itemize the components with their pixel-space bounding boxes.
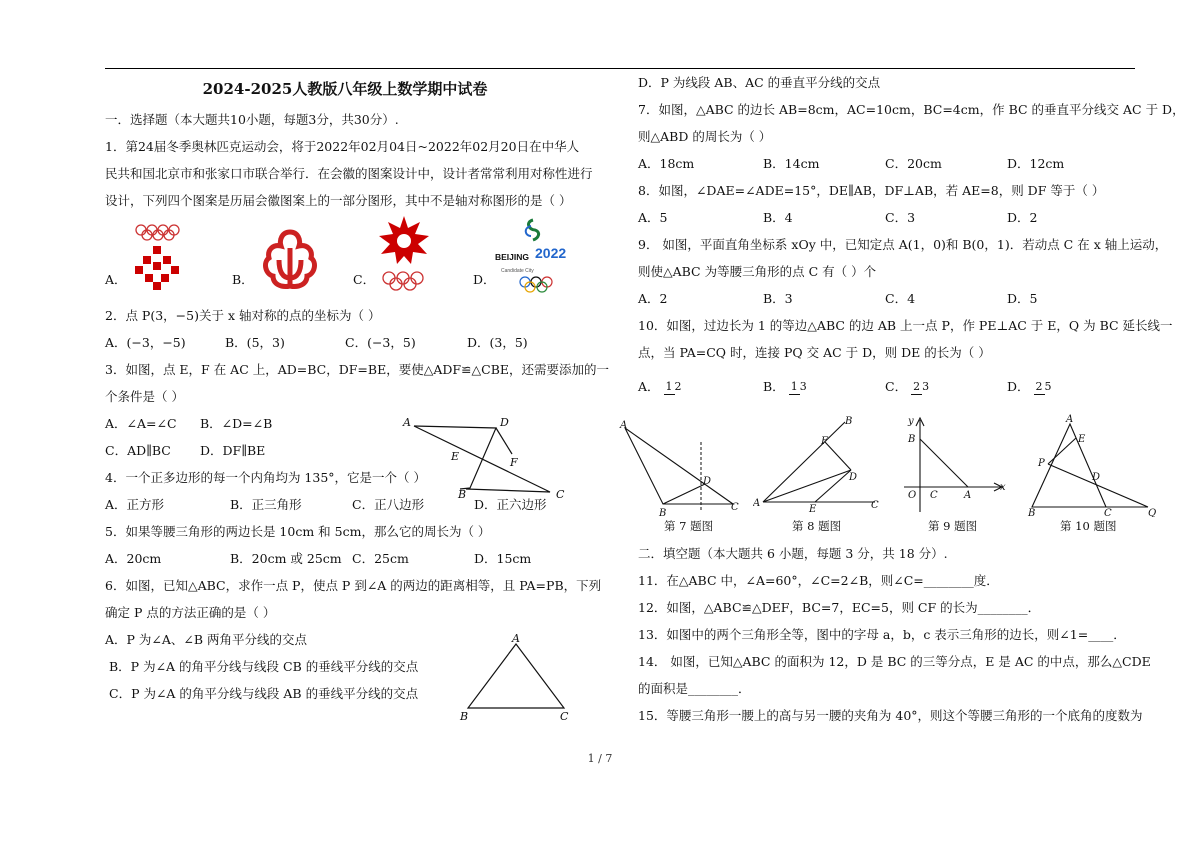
fig9-label-b: B: [908, 434, 916, 445]
q8-options: [638, 204, 1138, 231]
fig7-label-a: A: [620, 420, 628, 431]
fig10-caption: 第 10 题图: [1060, 519, 1117, 533]
fig7-label-c: C: [731, 502, 739, 513]
fig9-label-y: y: [908, 416, 914, 427]
q7-option-d[interactable]: D．12cm: [1007, 156, 1065, 171]
q10-option-c[interactable]: [885, 373, 1007, 400]
q9-option-d[interactable]: D．5: [1007, 291, 1038, 306]
q3-label-f: F: [510, 456, 518, 469]
section-1-heading: 一．选择题（本大题共10小题，每题3分，共30分）.: [105, 112, 399, 127]
q10-b-num: 1: [790, 379, 798, 393]
fig10-label-e: E: [1078, 434, 1086, 445]
q9-option-b[interactable]: B．3: [763, 291, 793, 306]
q10-option-b-label: B．: [763, 378, 785, 394]
q6-label-c: C: [560, 710, 569, 723]
q9-line-1: 9． 如图，平面直角坐标系 xOy 中，已知定点 A(1，0)和 B(0，1)．若动点 C 在 x 轴上运动，: [638, 237, 1168, 252]
q10-line-1: 10．如图，过边长为 1 的等边△ABC 的边 AB 上一点 P，作 PE⊥AC 于 E，Q 为 BC 延长线一: [638, 318, 1173, 333]
q4-option-b[interactable]: B．正三角形: [230, 497, 302, 512]
fig7: [615, 412, 745, 517]
q15: 15．等腰三角形一腰上的高与另一腰的夹角为 40°，则这个等腰三角形的一个底角的度数为: [638, 708, 1143, 723]
q4-option-d[interactable]: D．正六边形: [474, 497, 547, 512]
fig9-label-x: x: [1000, 482, 1006, 493]
q10-options: [638, 366, 1138, 406]
q3-line-2: 个条件是（ ）: [105, 389, 184, 404]
logo-c-snowflake-icon: [373, 214, 435, 294]
q4-stem: 4．一个正多边形的每一个内角均为 135°，它是一个（ ）: [105, 470, 427, 485]
q10-a-num: 1: [665, 379, 673, 393]
q4-option-c[interactable]: C．正八边形: [352, 497, 425, 512]
figures-row: [615, 412, 1155, 540]
logo-d-sub: Candidate City: [501, 268, 534, 274]
fig10-label-a: A: [1066, 414, 1074, 425]
q10-b-den: 3: [799, 379, 807, 393]
q6-label-a: A: [512, 632, 520, 645]
fig9-label-o: O: [908, 490, 917, 501]
q2-option-a[interactable]: A．(−3，−5): [105, 335, 186, 350]
q10-c-num: 2: [913, 379, 921, 393]
q8-option-c[interactable]: C．3: [885, 210, 916, 225]
q5-option-c[interactable]: C．25cm: [352, 551, 409, 566]
q3-option-a[interactable]: A．∠A=∠C: [105, 416, 177, 431]
fig10-label-q: Q: [1148, 508, 1157, 517]
fig9-label-c: C: [930, 490, 938, 501]
q1-option-d[interactable]: D．: [473, 272, 496, 287]
q6-triangle-figure: [456, 632, 576, 726]
fig10-label-c: C: [1104, 508, 1112, 517]
q5-options: [105, 545, 585, 572]
page-number: 1 / 7: [587, 752, 613, 765]
q7-option-b[interactable]: B．14cm: [763, 156, 820, 171]
q8-option-d[interactable]: D．2: [1007, 210, 1038, 225]
q4-option-a[interactable]: A．正方形: [105, 497, 165, 512]
q1-option-c[interactable]: C．: [353, 272, 376, 287]
q3-option-c[interactable]: C．AD∥BC: [105, 443, 171, 458]
fig10-label-d: D: [1092, 472, 1101, 483]
q2-options: [105, 329, 585, 356]
q7-line-2: 则△ABD 的周长为（ ）: [638, 129, 772, 144]
q3-option-d[interactable]: D．DF∥BE: [200, 443, 266, 458]
q1-line-3: 设计，下列四个图案是历届会徽图案上的一部分图形，其中不是轴对称图形的是（ ）: [105, 193, 572, 208]
q6-line-2: 确定 P 点的方法正确的是（ ）: [105, 605, 276, 620]
q2-stem: 2．点 P(3，−5)关于 x 轴对称的点的坐标为（ ）: [105, 308, 381, 323]
q6-label-b: B: [460, 710, 469, 723]
q5-stem: 5．如果等腰三角形的两边长是 10cm 和 5cm，那么它的周长为（ ）: [105, 524, 491, 539]
q10-option-b[interactable]: [763, 373, 885, 400]
q6-line-1: 6．如图，已知△ABC，求作一点 P，使点 P 到∠A 的两边的距离相等，且 PA=PB，下列: [105, 578, 602, 593]
logo-d-year: 2022: [535, 245, 567, 261]
left-column: [105, 70, 610, 707]
q6-option-a[interactable]: A．P 为∠A、∠B 两角平分线的交点: [105, 632, 308, 647]
fig7-label-d: D: [703, 476, 712, 487]
q3-figure: [400, 412, 575, 504]
q3-label-a: A: [403, 416, 411, 429]
q10-option-d[interactable]: [1007, 373, 1052, 400]
q13: 13．如图中的两个三角形全等，图中的字母 a，b，c 表示三角形的边长，则∠1=____．: [638, 627, 1126, 642]
q10-a-den: 2: [674, 379, 682, 393]
fig8: [753, 412, 888, 517]
q10-option-a-label: A．: [638, 378, 660, 394]
q1-option-a[interactable]: A．: [105, 272, 127, 287]
top-rule: [105, 68, 1135, 69]
q1-option-b[interactable]: B．: [232, 272, 254, 287]
q3-label-e: E: [451, 450, 460, 463]
q10-option-c-label: C．: [885, 378, 908, 394]
q10-d-num: 2: [1035, 379, 1043, 393]
fig9: [900, 412, 1010, 517]
fig8-label-d: D: [849, 472, 858, 483]
q8-option-b[interactable]: B．4: [763, 210, 793, 225]
logo-d-text: BEIJING: [495, 252, 530, 262]
q10-option-a[interactable]: [638, 373, 763, 400]
q9-option-c[interactable]: C．4: [885, 291, 916, 306]
q9-options: [638, 285, 1138, 312]
fig8-caption: 第 8 题图: [792, 519, 842, 533]
q10-c-den: 3: [922, 379, 930, 393]
exam-title: 2024-2025人教版八年级上数学期中试卷: [202, 80, 488, 98]
q10-option-a-fraction: [664, 380, 682, 395]
q9-option-a[interactable]: A．2: [638, 291, 668, 306]
q10-option-c-fraction: [911, 380, 929, 395]
q10-line-2: 点，当 PA=CQ 时，连接 PQ 交 AC 于 D，则 DE 的长为（ ）: [638, 345, 991, 360]
right-column: [638, 70, 1185, 406]
q6-option-b[interactable]: B．P 为∠A 的角平分线与线段 CB 的垂线平分线的交点: [109, 659, 419, 674]
q7-option-a[interactable]: A．18cm: [638, 156, 695, 171]
q6-option-d[interactable]: D．P 为线段 AB、AC 的垂直平分线的交点: [638, 75, 881, 90]
q8-option-a[interactable]: A．5: [638, 210, 668, 225]
q2-option-b[interactable]: B．(5，3): [225, 335, 285, 350]
q11: 11．在△ABC 中，∠A=60°，∠C=2∠B，则∠C=________度．: [638, 573, 999, 588]
fig7-label-b: B: [659, 508, 667, 517]
q1-logos: [105, 222, 585, 302]
fig7-caption: 第 7 题图: [664, 519, 714, 533]
q5-option-b[interactable]: B．20cm 或 25cm: [230, 551, 342, 566]
fig8-label-a: A: [753, 498, 761, 509]
fig8-label-f: F: [821, 436, 828, 447]
fig9-caption: 第 9 题图: [928, 519, 978, 533]
q10-option-d-fraction: [1034, 380, 1052, 395]
q2-option-d[interactable]: D．(3，5): [467, 335, 528, 350]
q1-line-2: 民共和国北京市和张家口市联合举行．在会徽的图案设计中，设计者常常利用对称性进行: [105, 166, 593, 181]
q3-line-1: 3．如图，点 E，F 在 AC 上，AD=BC，DF=BE，要使△ADF≌△CBE，还需要添加的一: [105, 362, 610, 377]
q10-option-d-label: D．: [1007, 378, 1030, 394]
right-column-lower: [638, 540, 1151, 729]
q3-label-b: B: [458, 488, 467, 501]
q7-option-c[interactable]: C．20cm: [885, 156, 942, 171]
fig8-label-e: E: [809, 504, 817, 515]
fig10-label-b: B: [1028, 508, 1036, 517]
fig8-label-c: C: [871, 500, 879, 511]
q2-option-c[interactable]: C．(−3，5): [345, 335, 416, 350]
fig8-label-b: B: [845, 416, 853, 427]
fig10-label-p: P: [1038, 458, 1045, 469]
q3-option-b[interactable]: B．∠D=∠B: [200, 416, 273, 431]
q7-line-1: 7．如图，△ABC 的边长 AB=8cm，AC=10cm，BC=4cm，作 BC 的垂直平分线交 AC 于 D，: [638, 102, 1185, 117]
q1-line-1: 1．第24届冬季奥林匹克运动会，将于2022年02月04日~2022年02月20日在中华人: [105, 139, 580, 154]
q12: 12．如图，△ABC≌△DEF，BC=7，EC=5，则 CF 的长为________．: [638, 600, 1041, 615]
q14-line-1: 14． 如图，已知△ABC 的面积为 12，D 是 BC 的三等分点，E 是 AC 的中点，那么△CDE: [638, 654, 1151, 669]
q9-line-2: 则使△ABC 为等腰三角形的点 C 有（ ）个: [638, 264, 877, 279]
q14-line-2: 的面积是________．: [638, 681, 751, 696]
q7-options: [638, 150, 1138, 177]
q6-option-c[interactable]: C．P 为∠A 的角平分线与线段 AB 的垂线平分线的交点: [109, 686, 419, 701]
logo-d-beijing-2022: [495, 216, 575, 296]
q5-option-d[interactable]: D．15cm: [474, 551, 532, 566]
q3-label-d: D: [500, 416, 509, 429]
q8-stem: 8．如图，∠DAE=∠ADE=15°，DE∥AB，DF⊥AB，若 AE=8，则 DF 等于（ ）: [638, 183, 1105, 198]
logo-b-maple-rings-icon: [257, 226, 323, 292]
section-2-heading: 二．填空题（本大题共 6 小题，每题 3 分，共 18 分）.: [638, 546, 948, 561]
q10-d-den: 5: [1044, 379, 1052, 393]
fig9-label-a: A: [964, 490, 972, 501]
q5-option-a[interactable]: A．20cm: [105, 551, 162, 566]
q10-option-b-fraction: [789, 380, 807, 395]
logo-a-snowflake-rings-icon: [127, 222, 191, 294]
q3-label-c: C: [556, 488, 565, 501]
fig10: [1020, 412, 1160, 517]
